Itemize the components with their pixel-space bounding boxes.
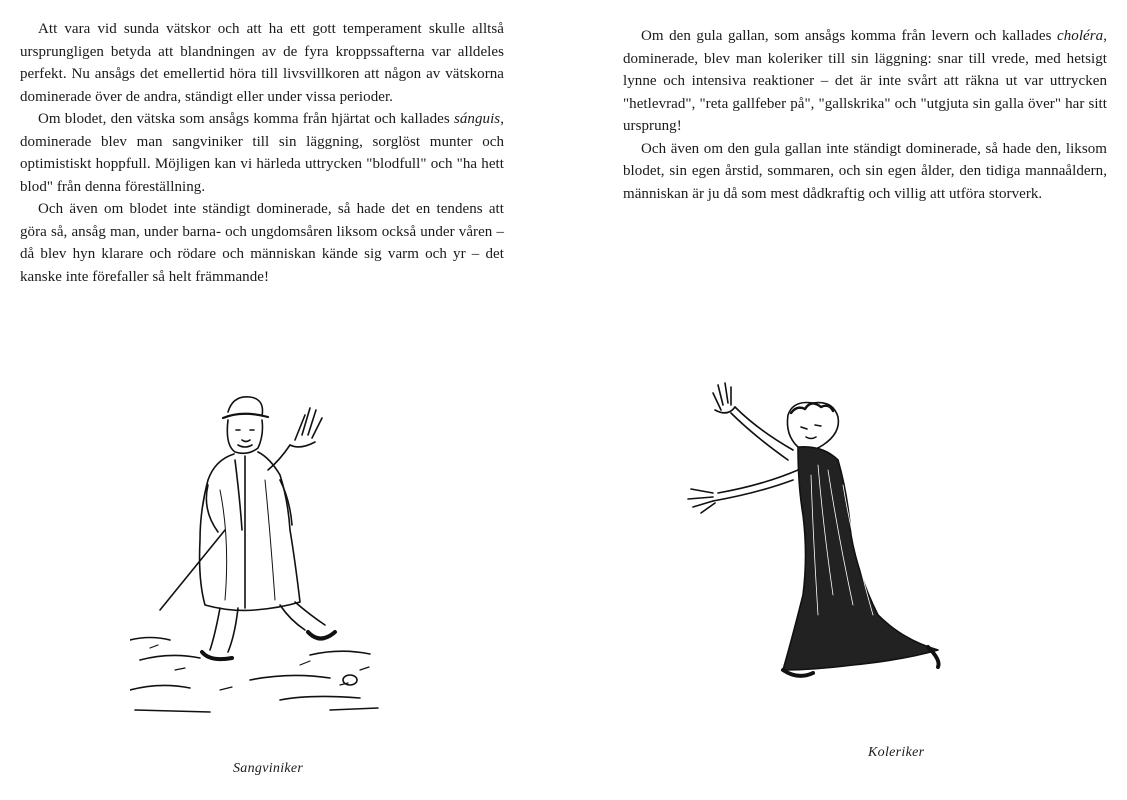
right-page bbox=[563, 0, 1127, 800]
koleriker-illustration bbox=[673, 375, 973, 685]
left-text-block bbox=[20, 18, 504, 288]
left-paragraph-3: Och även om blodet inte ständigt dominerade, så hade det en tendens att göra så, ansåg man, under barna- och ungdomsåren liksom också under våren – då blev hyn klarare och rödare och människan kände sig varm och yr – det kanske inte förefaller så helt främmande! bbox=[20, 201, 504, 285]
right-text-block bbox=[623, 25, 1107, 205]
right-paragraph-1-start: Om den gula gallan, som ansågs komma från levern och kallades bbox=[641, 28, 1058, 44]
caption-sangviniker: Sangviniker bbox=[233, 761, 304, 776]
left-paragraph-1: Att vara vid sunda vätskor och att ha ett gott temperament skulle alltså ursprungligen betyda att blandningen av de fyra kroppssafterna var alldeles perfekt. Nu ansågs det emellertid höra till livsvillkoren att någon av vätskorna dominerade över de andra, ständigt eller under vissa perioder. bbox=[20, 21, 504, 105]
sanguis-term: sánguis bbox=[453, 111, 501, 127]
right-paragraph-2: Och även om den gula gallan inte ständigt dominerade, så hade den, liksom blodet, sin egen årstid, sommaren, och sin egen ålder, den tidiga mannaåldern, människan är ju då som mest dådkraftig och villig att utföra storverk. bbox=[623, 140, 1107, 202]
caption-koleriker: Koleriker bbox=[868, 745, 925, 760]
left-paragraph-2-end: , dominerade blev man sangviniker till sin läggning, sorglöst munter och optimistiskt hoppfull. Möjligen kan vi härleda uttrycken "blodfull" och "ha hett blod" från denna föreställning. bbox=[20, 111, 504, 195]
left-page bbox=[0, 0, 563, 800]
cholera-term: choléra bbox=[1057, 28, 1104, 44]
left-paragraph-2-start: Om blodet, den vätska som ansågs komma från hjärtat och kallades bbox=[38, 111, 454, 127]
right-paragraph-1-end: , dominerade, blev man koleriker till sin läggning: snar till vrede, med hetsigt lynne och intensiva reaktioner – det är inte svårt att räkna ut var uttrycken "hetlevrad", "reta gallfeber på", "gallskrika" och "utgjuta sin galla över" har sitt ursprung! bbox=[623, 28, 1107, 134]
right-paragraph-1 bbox=[623, 25, 1107, 138]
left-paragraph-2 bbox=[20, 108, 504, 198]
sangviniker-illustration bbox=[130, 390, 380, 720]
